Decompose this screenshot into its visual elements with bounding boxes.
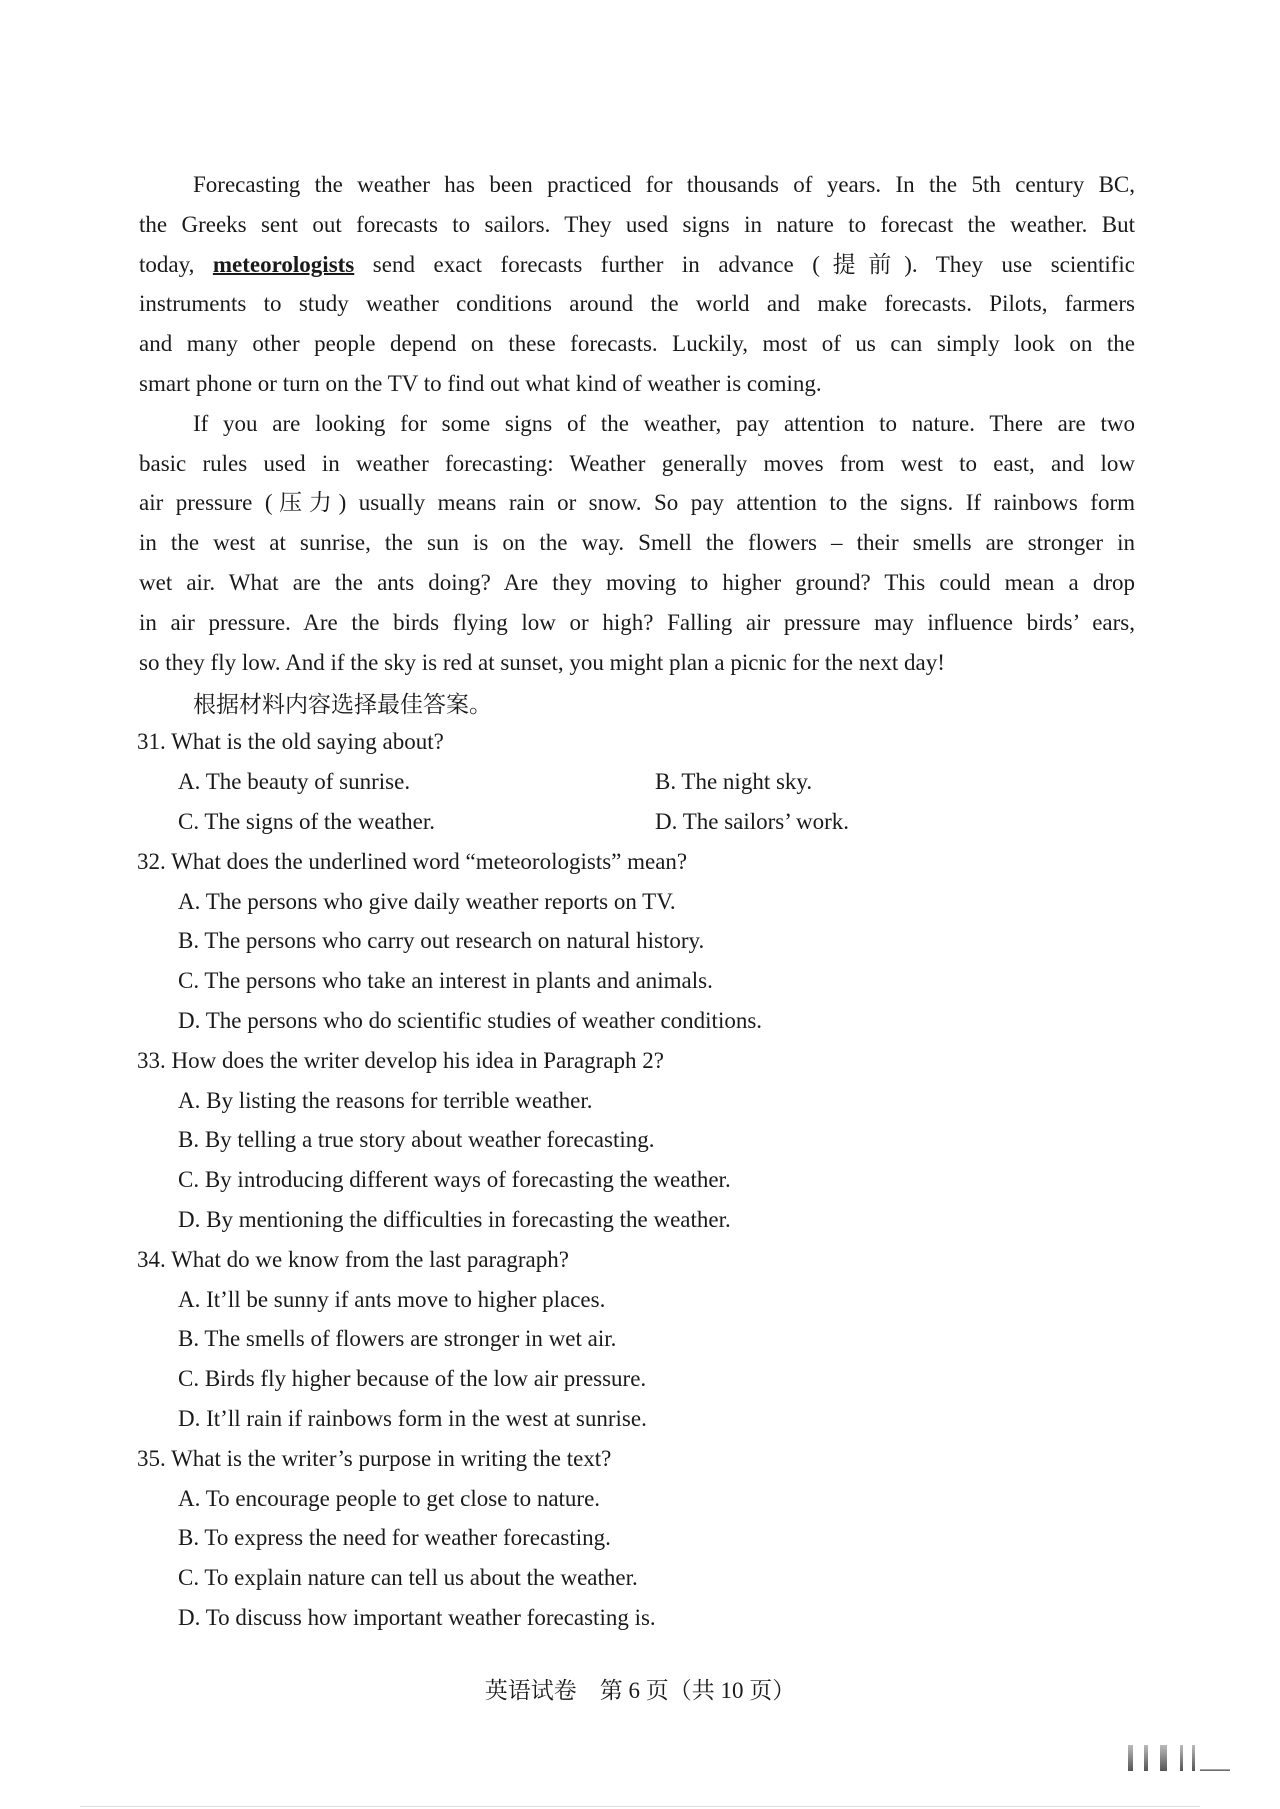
passage-line: air pressure (压力) usually means rain or snow. So pay attention to the signs. If rainbows form [139, 490, 1135, 516]
passage-line: smart phone or turn on the TV to find out what kind of weather is coming. [139, 371, 822, 396]
option: D. To discuss how important weather forecasting is. [178, 1605, 656, 1630]
option: A. The persons who give daily weather reports on TV. [178, 888, 676, 914]
option: B. The persons who carry out research on natural history. [178, 928, 705, 954]
passage-line: If you are looking for some signs of the weather, pay attention to nature. There are two [193, 410, 1135, 436]
option: D. The persons who do scientific studies of weather conditions. [178, 1008, 763, 1033]
option: A. To encourage people to get close to nature. [178, 1485, 601, 1511]
passage-line: basic rules used in weather forecasting: Weather generally moves from west to east, and low [139, 450, 1135, 476]
question-stem: 32. What does the underlined word “meteorologists” mean? [137, 848, 688, 874]
text-span: today, [139, 251, 213, 277]
question-stem: 33. How does the writer develop his idea in Paragraph 2? [137, 1047, 664, 1073]
option: C. The signs of the weather. [178, 809, 435, 834]
option: C. Birds fly higher because of the low air pressure. [178, 1366, 647, 1392]
passage-line: and many other people depend on these forecasts. Luckily, most of us can simply look on the [139, 331, 1135, 357]
question-stem: 35. What is the writer’s purpose in writing the text? [137, 1445, 612, 1471]
option: B. The smells of flowers are stronger in wet air. [178, 1326, 617, 1352]
underlined-word: meteorologists [212, 251, 355, 277]
passage-line: wet air. What are the ants doing? Are they moving to higher ground? This could mean a drop [139, 570, 1135, 595]
passage-line [139, 251, 1135, 279]
option: A. By listing the reasons for terrible weather. [178, 1087, 593, 1113]
passage-line: Forecasting the weather has been practiced for thousands of years. In the 5th century BC, [193, 172, 1135, 197]
page-footer: 英语试卷 第 6 页（共 10 页） [484, 1678, 796, 1703]
option: C. The persons who take an interest in plants and animals. [178, 968, 713, 994]
passage-line: so they fly low. And if the sky is red at sunset, you might plan a picnic for the next day! [139, 649, 945, 675]
option: B. The night sky. [655, 769, 813, 795]
question-stem: 31. What is the old saying about? [137, 729, 444, 755]
option: D. By mentioning the difficulties in forecasting the weather. [178, 1207, 731, 1232]
option: A. The beauty of sunrise. [178, 769, 411, 795]
option: C. To explain nature can tell us about the weather. [178, 1565, 638, 1591]
option: C. By introducing different ways of forecasting the weather. [178, 1167, 731, 1193]
option: B. To express the need for weather forecasting. [178, 1525, 611, 1551]
text-span: send exact forecasts further in advance (提前). They use scientific [354, 251, 1135, 277]
passage-line: instruments to study weather conditions around the world and make forecasts. Pilots, farmers [139, 291, 1135, 317]
scan-marks [1108, 1745, 1258, 1773]
page-edge [80, 1806, 1200, 1807]
passage-line: in air pressure. Are the birds flying low or high? Falling air pressure may influence birds’ ears, [139, 609, 1135, 635]
option: B. By telling a true story about weather forecasting. [178, 1127, 655, 1153]
option: D. It’ll rain if rainbows form in the west at sunrise. [178, 1406, 647, 1431]
passage-line: in the west at sunrise, the sun is on the way. Smell the flowers – their smells are stronger in [139, 530, 1135, 556]
passage-line: the Greeks sent out forecasts to sailors. They used signs in nature to forecast the weather. But [139, 211, 1135, 237]
option: A. It’ll be sunny if ants move to higher places. [178, 1286, 606, 1312]
instruction: 根据材料内容选择最佳答案。 [193, 692, 492, 718]
option: D. The sailors’ work. [655, 809, 849, 834]
question-stem: 34. What do we know from the last paragraph? [137, 1246, 569, 1272]
